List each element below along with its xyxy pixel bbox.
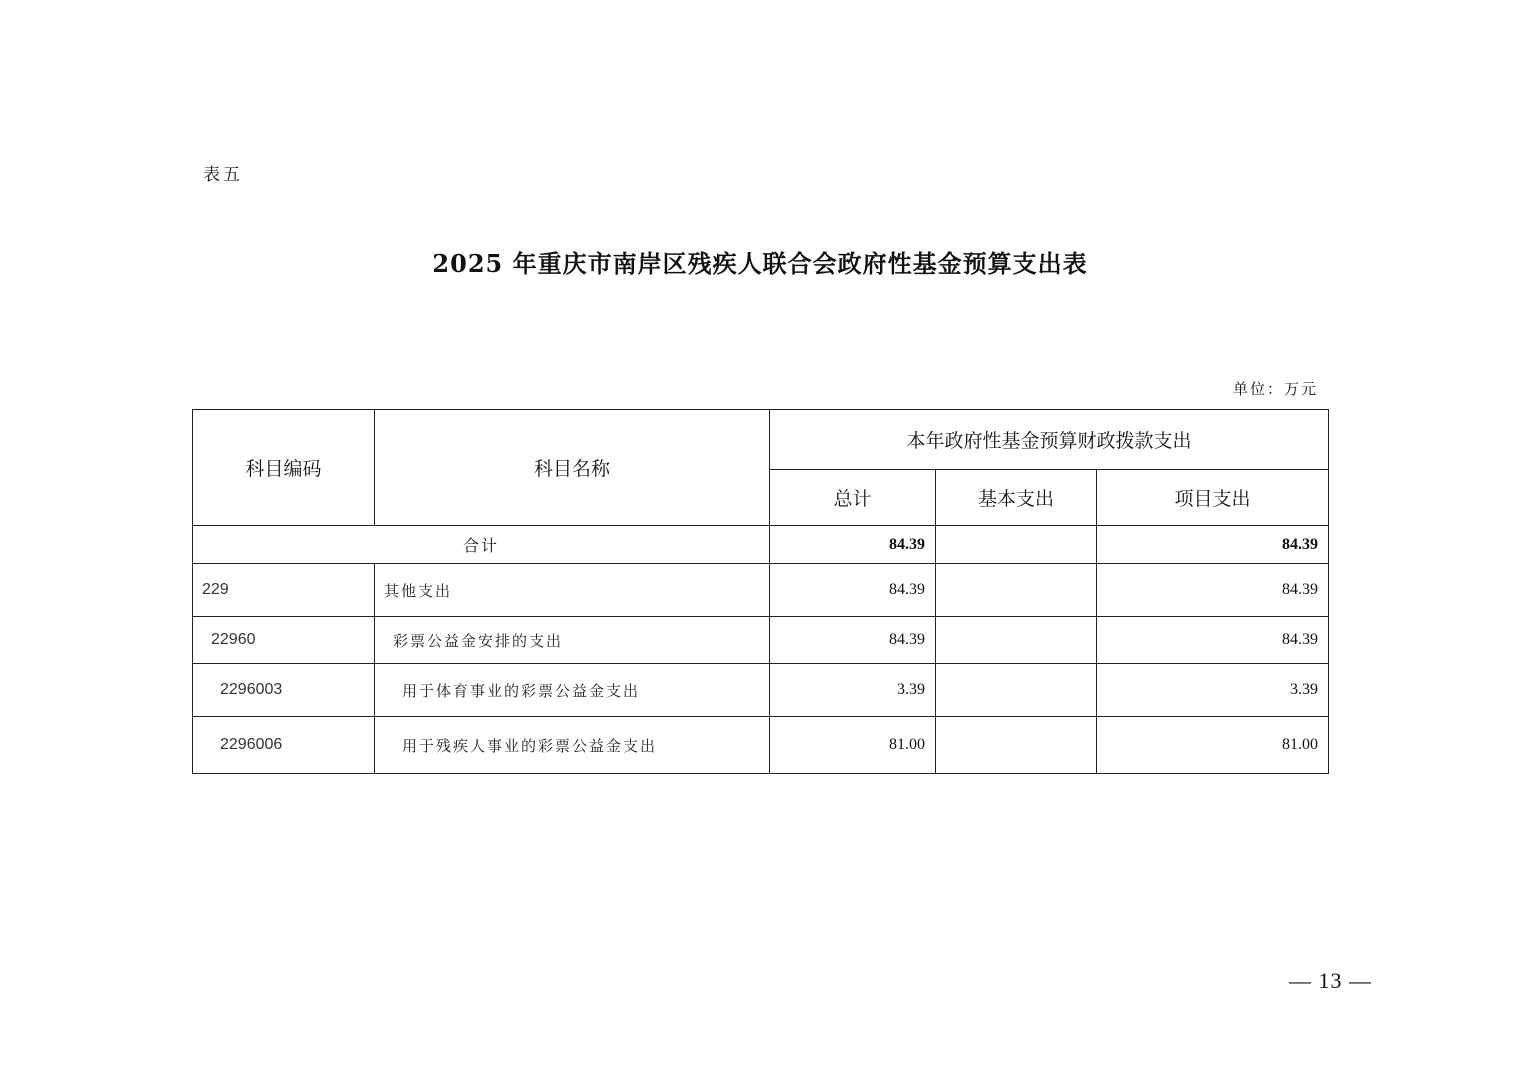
row-total: 84.39 xyxy=(770,564,936,617)
header-group: 本年政府性基金预算财政拨款支出 xyxy=(770,410,1329,470)
header-basic: 基本支出 xyxy=(936,470,1097,526)
row-basic xyxy=(936,617,1097,664)
table-row xyxy=(193,664,1329,717)
header-project: 项目支出 xyxy=(1097,470,1329,526)
row-project: 84.39 xyxy=(1097,564,1329,617)
row-code: 2296003 xyxy=(193,664,375,717)
total-row xyxy=(193,526,1329,564)
row-total: 81.00 xyxy=(770,717,936,774)
row-total: 84.39 xyxy=(770,617,936,664)
row-code: 22960 xyxy=(193,617,375,664)
table-row xyxy=(193,717,1329,774)
header-name: 科目名称 xyxy=(375,410,770,526)
row-code: 229 xyxy=(193,564,375,617)
row-name: 彩票公益金安排的支出 xyxy=(375,617,770,664)
budget-table xyxy=(192,409,1329,774)
row-name: 其他支出 xyxy=(375,564,770,617)
header-total: 总计 xyxy=(770,470,936,526)
page-number: — 13 — xyxy=(1289,968,1372,993)
row-project: 3.39 xyxy=(1097,664,1329,717)
table-row xyxy=(193,617,1329,664)
row-total: 3.39 xyxy=(770,664,936,717)
row-basic xyxy=(936,717,1097,774)
row-code: 2296006 xyxy=(193,717,375,774)
row-name: 用于残疾人事业的彩票公益金支出 xyxy=(375,717,770,774)
total-amount: 84.39 xyxy=(770,526,936,564)
header-code: 科目编码 xyxy=(193,410,375,526)
row-basic xyxy=(936,564,1097,617)
unit-label: 单位：万元 xyxy=(1232,380,1318,398)
row-name: 用于体育事业的彩票公益金支出 xyxy=(375,664,770,717)
row-project: 84.39 xyxy=(1097,617,1329,664)
table-row xyxy=(193,564,1329,617)
total-basic xyxy=(936,526,1097,564)
total-label: 合计 xyxy=(193,526,770,564)
total-project: 84.39 xyxy=(1097,526,1329,564)
row-basic xyxy=(936,664,1097,717)
page-title: 2025 年重庆市南岸区残疾人联合会政府性基金预算支出表 xyxy=(432,249,1088,278)
table-label: 表五 xyxy=(203,165,243,185)
row-project: 81.00 xyxy=(1097,717,1329,774)
header-row xyxy=(193,410,1329,470)
